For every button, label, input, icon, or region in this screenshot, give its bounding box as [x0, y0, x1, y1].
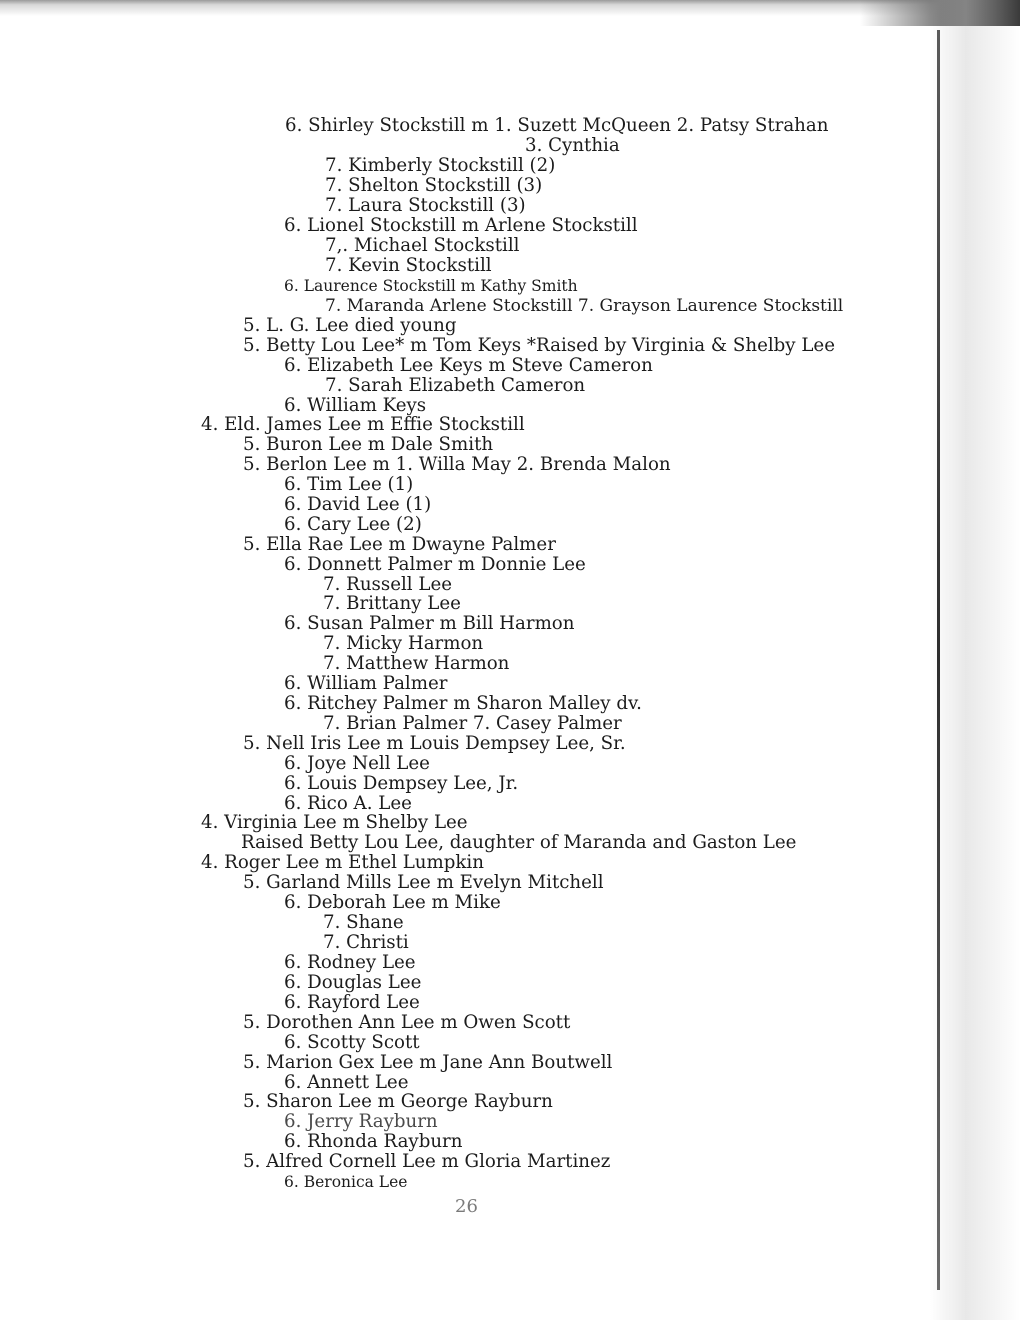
genealogy-entry: 7. Brittany Lee — [323, 593, 461, 614]
genealogy-entry: 7. Kimberly Stockstill (2) — [325, 155, 556, 176]
genealogy-entry-continuation: 3. Cynthia — [525, 135, 620, 156]
genealogy-entry: 6. Annett Lee — [284, 1072, 409, 1093]
genealogy-entry: 4. Roger Lee m Ethel Lumpkin — [201, 852, 484, 873]
genealogy-entry: 6. Rodney Lee — [284, 952, 416, 973]
genealogy-entry: 7. Shane — [323, 912, 404, 933]
genealogy-entry: 7. Kevin Stockstill — [325, 255, 492, 276]
genealogy-entry: 7,. Michael Stockstill — [325, 235, 520, 256]
genealogy-entry: 7. Micky Harmon — [323, 633, 484, 654]
genealogy-entry: 5. Nell Iris Lee m Louis Dempsey Lee, Sr. — [243, 733, 626, 754]
genealogy-entry: 6. Susan Palmer m Bill Harmon — [284, 613, 575, 634]
genealogy-entry: 7. Maranda Arlene Stockstill 7. Grayson Laurence Stockstill — [325, 296, 844, 316]
genealogy-entry: 6. William Palmer — [284, 673, 448, 694]
scan-right-edge-line — [937, 30, 940, 1290]
genealogy-entry: 5. Ella Rae Lee m Dwayne Palmer — [243, 534, 556, 555]
genealogy-entry: 6. Scotty Scott — [284, 1032, 420, 1053]
genealogy-entry: 5. Sharon Lee m George Rayburn — [243, 1091, 553, 1112]
genealogy-entry: 5. Berlon Lee m 1. Willa May 2. Brenda Malon — [243, 454, 671, 475]
genealogy-entry: 6. Louis Dempsey Lee, Jr. — [284, 773, 519, 794]
genealogy-note: Raised Betty Lou Lee, daughter of Maranda and Gaston Lee — [241, 832, 797, 853]
genealogy-entry: 5. Alfred Cornell Lee m Gloria Martinez — [243, 1151, 611, 1172]
genealogy-entry: 6. David Lee (1) — [284, 494, 432, 515]
genealogy-entry: 5. Dorothen Ann Lee m Owen Scott — [243, 1012, 571, 1033]
scan-top-edge — [0, 0, 1020, 16]
genealogy-entry: 7. Laura Stockstill (3) — [325, 195, 526, 216]
genealogy-entry: 6. Deborah Lee m Mike — [284, 892, 501, 913]
genealogy-entry: 6. Donnett Palmer m Donnie Lee — [284, 554, 586, 575]
genealogy-entry: 6. Jerry Rayburn — [284, 1111, 438, 1132]
genealogy-entry: 7. Matthew Harmon — [323, 653, 510, 674]
genealogy-entry: 5. Garland Mills Lee m Evelyn Mitchell — [243, 872, 604, 893]
genealogy-entry: 5. Buron Lee m Dale Smith — [243, 434, 494, 455]
genealogy-entry: 7. Brian Palmer 7. Casey Palmer — [323, 713, 622, 734]
genealogy-entry: 6. Lionel Stockstill m Arlene Stockstill — [284, 215, 638, 236]
genealogy-entry: 6. Douglas Lee — [284, 972, 422, 993]
page-number: 26 — [455, 1196, 478, 1217]
genealogy-entry: 6. William Keys — [284, 395, 427, 416]
genealogy-entry: 6. Laurence Stockstill m Kathy Smith — [284, 277, 578, 295]
genealogy-entry: 6. Ritchey Palmer m Sharon Malley dv. — [284, 693, 642, 714]
genealogy-entry: 6. Cary Lee (2) — [284, 514, 422, 535]
genealogy-entry: 6. Shirley Stockstill m 1. Suzett McQueen 2. Patsy Strahan — [285, 115, 829, 136]
genealogy-entry: 5. L. G. Lee died young — [243, 315, 457, 336]
genealogy-entry: 6. Beronica Lee — [284, 1173, 408, 1191]
genealogy-entry: 7. Shelton Stockstill (3) — [325, 175, 543, 196]
genealogy-entry: 7. Christi — [323, 932, 409, 953]
genealogy-entry: 6. Rico A. Lee — [284, 793, 412, 814]
genealogy-entry: 6. Rhonda Rayburn — [284, 1131, 463, 1152]
genealogy-entry: 5. Marion Gex Lee m Jane Ann Boutwell — [243, 1052, 613, 1073]
genealogy-entry: 5. Betty Lou Lee* m Tom Keys *Raised by Virginia & Shelby Lee — [243, 335, 835, 356]
scan-right-shadow — [930, 0, 1020, 1320]
genealogy-entry: 6. Rayford Lee — [284, 992, 420, 1013]
genealogy-entry: 7. Russell Lee — [323, 574, 452, 595]
genealogy-entry: 6. Joye Nell Lee — [284, 753, 430, 774]
genealogy-entry: 7. Sarah Elizabeth Cameron — [325, 375, 586, 396]
genealogy-entry: 6. Elizabeth Lee Keys m Steve Cameron — [284, 355, 653, 376]
genealogy-entry: 4. Eld. James Lee m Effie Stockstill — [201, 414, 525, 435]
genealogy-entry: 4. Virginia Lee m Shelby Lee — [201, 812, 468, 833]
genealogy-entry: 6. Tim Lee (1) — [284, 474, 414, 495]
